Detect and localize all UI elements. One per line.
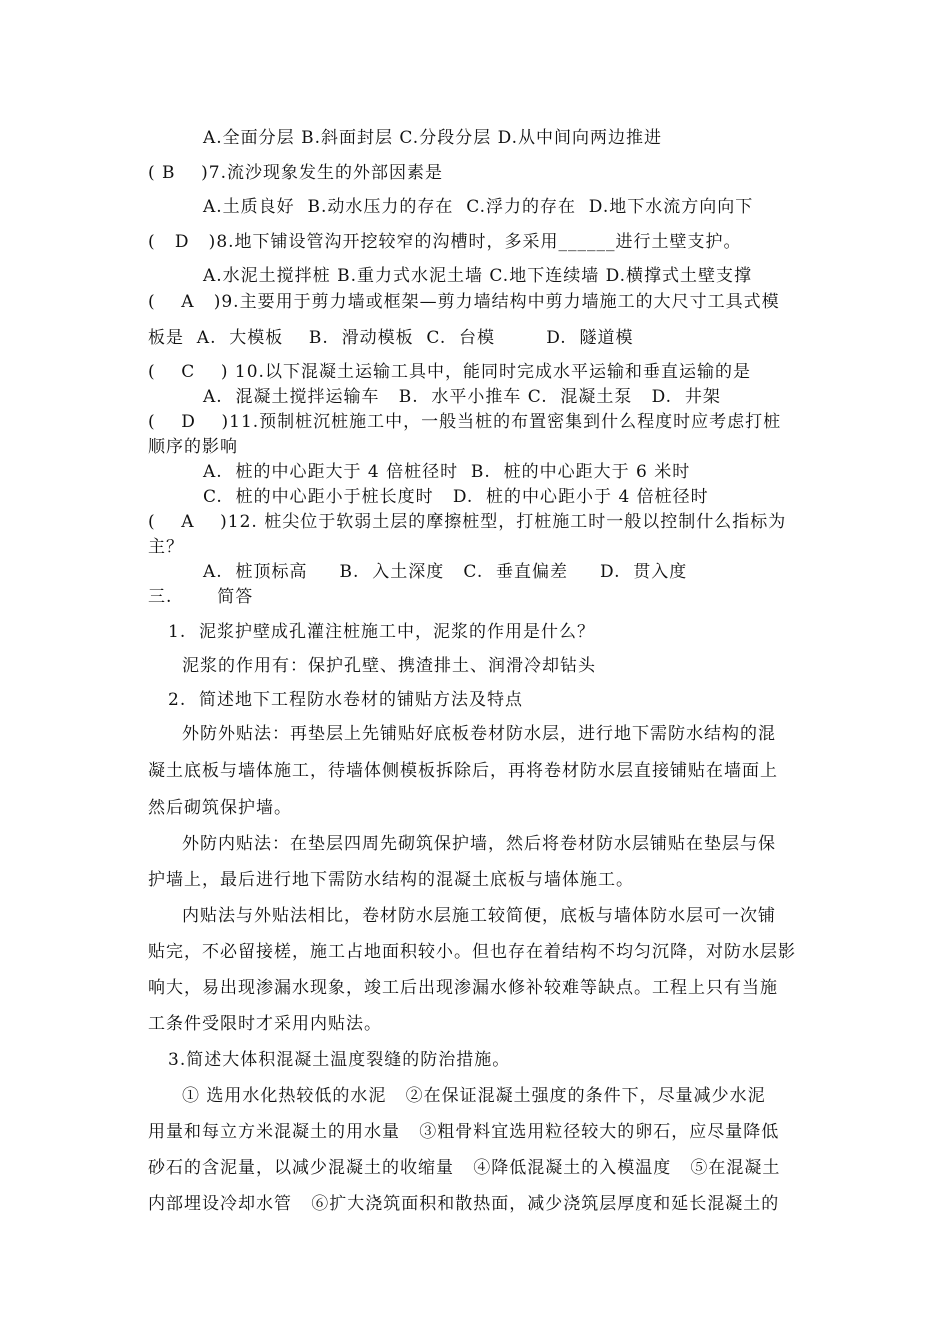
q10-options: A. 混凝土搅拌运输车 B. 水平小推车 C. 混凝土泵 D. 井架 [203, 387, 721, 407]
q6-options: A.全面分层 B.斜面封层 C.分段分层 D.从中间向两边推进 [203, 128, 663, 148]
q8-options: A.水泥土搅拌桩 B.重力式水泥土墙 C.地下连续墙 D.横撑式土壁支撑 [203, 266, 753, 286]
answer-3-line2: 用量和每立方米混凝土的用水量 ③粗骨料宜选用粒径较大的卵石，应尽量降低 [148, 1122, 780, 1142]
q9-stem-line1: ( A )9.主要用于剪力墙或框架—剪力墙结构中剪力墙施工的大尺寸工具式模 [148, 292, 780, 312]
q12-options: A. 桩顶标高 B. 入土深度 C. 垂直偏差 D. 贯入度 [203, 562, 688, 582]
answer-2-p1-line2: 凝土底板与墙体施工，待墙体侧模板拆除后，再将卷材防水层直接铺贴在墙面上 [148, 761, 778, 781]
answer-2-p3-line3: 响大，易出现渗漏水现象，竣工后出现渗漏水修补较难等缺点。工程上只有当施 [148, 978, 778, 998]
q8-stem: ( D )8.地下铺设管沟开挖较窄的沟槽时，多采用______进行土壁支护。 [148, 232, 742, 252]
answer-2-p3-line1: 内贴法与外贴法相比，卷材防水层施工较简便，底板与墙体防水层可一次铺 [182, 906, 776, 926]
answer-3-line3: 砂石的含泥量，以减少混凝土的收缩量 ④降低混凝土的入模温度 ⑤在混凝土 [148, 1158, 781, 1178]
q10-stem: ( C ) 10.以下混凝土运输工具中，能同时完成水平运输和垂直运输的是 [148, 362, 751, 382]
section-3-heading: 三. 简答 [148, 587, 254, 607]
answer-3-line4: 内部埋设冷却水管 ⑥扩大浇筑面积和散热面，减少浇筑层厚度和延长混凝土的 [148, 1194, 780, 1214]
answer-2-p2-line1: 外防内贴法：在垫层四周先砌筑保护墙，然后将卷材防水层铺贴在垫层与保 [182, 834, 776, 854]
answer-2-p2-line2: 护墙上，最后进行地下需防水结构的混凝土底板与墙体施工。 [148, 870, 634, 890]
answer-3-line1: ① 选用水化热较低的水泥 ②在保证混凝土强度的条件下，尽量减少水泥 [182, 1086, 766, 1106]
q7-stem: ( B )7.流沙现象发生的外部因素是 [148, 163, 443, 183]
q12-stem-line1: ( A )12. 桩尖位于软弱土层的摩擦桩型，打桩施工时一般以控制什么指标为 [148, 512, 787, 532]
q9-stem-line2: 板是 A. 大模板 B. 滑动模板 C. 台模 D. 隧道模 [148, 328, 634, 348]
q11-options-line1: A. 桩的中心距大于 4 倍桩径时 B. 桩的中心距大于 6 米时 [203, 462, 691, 482]
answer-2-p1-line1: 外防外贴法：再垫层上先铺贴好底板卷材防水层，进行地下需防水结构的混 [182, 724, 776, 744]
short-answer-1-question: 1. 泥浆护壁成孔灌注桩施工中，泥浆的作用是什么？ [168, 622, 596, 642]
short-answer-3-question: 3.简述大体积混凝土温度裂缝的防治措施。 [168, 1050, 511, 1070]
answer-2-p3-line2: 贴完，不必留接槎，施工占地面积较小。但也存在着结构不均匀沉降，对防水层影 [148, 942, 796, 962]
answer-2-p3-line4: 工条件受限时才采用内贴法。 [148, 1014, 382, 1034]
q12-stem-line2: 主？ [148, 537, 184, 557]
q11-stem-line2: 顺序的影响 [148, 437, 238, 457]
q11-options-line2: C. 桩的中心距小于桩长度时 D. 桩的中心距小于 4 倍桩径时 [203, 487, 709, 507]
short-answer-2-question: 2. 简述地下工程防水卷材的铺贴方法及特点 [168, 690, 524, 710]
short-answer-1-answer: 泥浆的作用有：保护孔壁、携渣排土、润滑冷却钻头 [182, 656, 596, 676]
answer-2-p1-line3: 然后砌筑保护墙。 [148, 798, 292, 818]
q11-stem-line1: ( D )11.预制桩沉桩施工中，一般当桩的布置密集到什么程度时应考虑打桩 [148, 412, 782, 432]
q7-options: A.土质良好 B.动水压力的存在 C.浮力的存在 D.地下水流方向向下 [203, 197, 754, 217]
